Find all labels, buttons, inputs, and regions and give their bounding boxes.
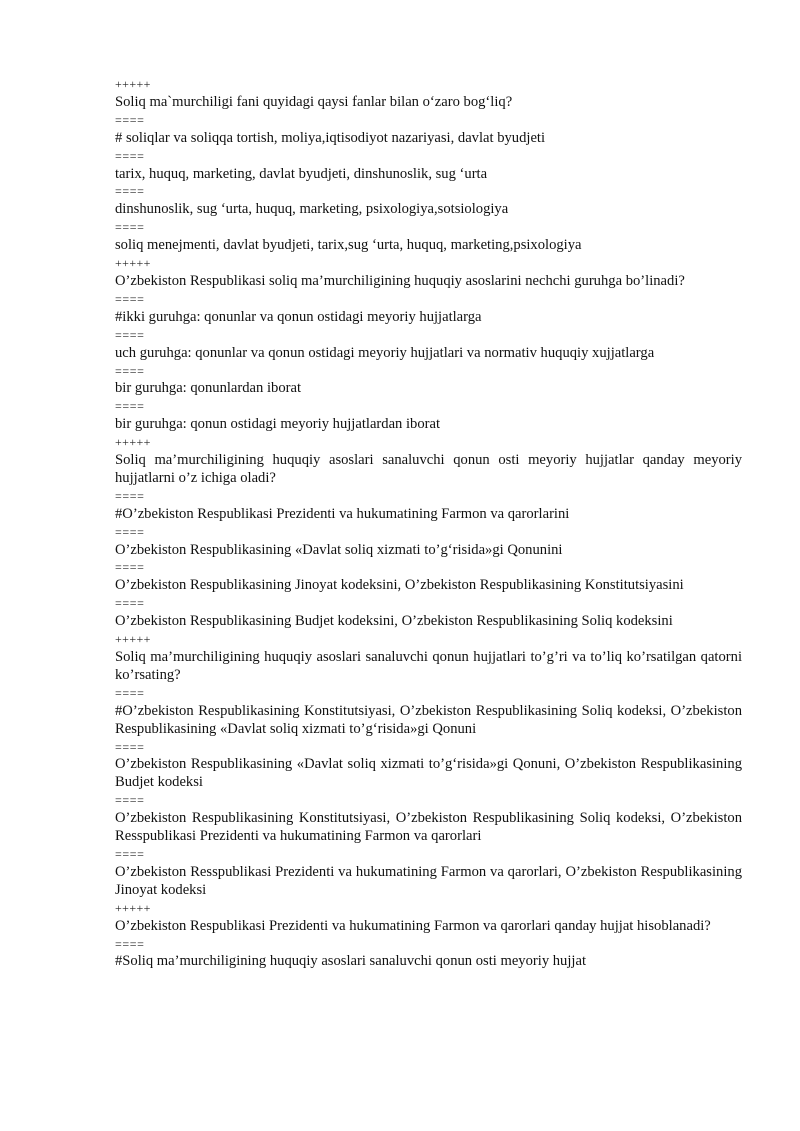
answer-option: uch guruhga: qonunlar va qonun ostidagi meyoriy hujjatlari va normativ huquqiy xujjatlarga	[115, 344, 655, 361]
option-separator: ====	[115, 936, 145, 951]
question-delimiter: +++++	[115, 256, 151, 271]
option-separator: ====	[115, 596, 145, 611]
option-separator: ====	[115, 327, 145, 342]
question-delimiter: +++++	[115, 77, 151, 91]
answer-option: soliq menejmenti, davlat byudjeti, tarix,sug ‘urta, huquq, marketing,psixologiya	[115, 237, 582, 254]
answer-option: O’zbekiston Respublikasining «Davlat soliq xizmati to’g‘risida»gi Qonunini	[115, 541, 563, 558]
option-separator: ====	[115, 685, 145, 700]
answer-option: #O’zbekiston Respublikasining Konstitutsiyasi, O’zbekiston Respublikasining Soliq kodeksi, O’zbekiston Respublikasining «Davlat soliq xizmati to’g‘risida»gi Qonuni	[115, 702, 742, 737]
answer-option: dinshunoslik, sug ‘urta, huquq, marketing, psixologiya,sotsiologiya	[115, 201, 509, 218]
option-separator: ====	[115, 148, 145, 163]
document-page	[115, 76, 742, 971]
answer-option: O’zbekiston Respublikasining Budjet kodeksini, O’zbekiston Respublikasining Soliq kodeksini	[115, 613, 673, 630]
question-text: Soliq ma’murchiligining huquqiy asoslari sanaluvchi qonun hujjatlari to’g’ri va to’liq ko’rsatilgan qatorni ko’rsating?	[115, 649, 742, 683]
option-separator: ====	[115, 363, 145, 378]
option-separator: ====	[115, 184, 145, 199]
question-delimiter: +++++	[115, 435, 151, 450]
answer-option: bir guruhga: qonunlardan iborat	[115, 380, 302, 397]
option-separator: ====	[115, 524, 145, 539]
answer-option: bir guruhga: qonun ostidagi meyoriy hujjatlardan iborat	[115, 416, 441, 433]
question-delimiter: +++++	[115, 632, 151, 647]
answer-option: #O’zbekiston Respublikasi Prezidenti va hukumatining Farmon va qarorlarini	[115, 505, 570, 522]
question-delimiter: +++++	[115, 900, 151, 915]
answer-option: O’zbekiston Respublikasining «Davlat soliq xizmati to’g‘risida»gi Qonuni, O’zbekiston Respublikasining Budjet kodeksi	[115, 756, 742, 791]
answer-option: #Soliq ma’murchiligining huquqiy asoslari sanaluvchi qonun osti meyoriy hujjat	[115, 953, 586, 970]
answer-option: # soliqlar va soliqqa tortish, moliya,iqtisodiyot nazariyasi, davlat byudjeti	[115, 129, 546, 146]
question-text: Soliq ma`murchiligi fani quyidagi qaysi fanlar bilan o‘zaro bog‘liq?	[115, 93, 513, 110]
answer-option: tarix, huquq, marketing, davlat byudjeti, dinshunoslik, sug ‘urta	[115, 165, 488, 182]
option-separator: ====	[115, 112, 145, 127]
answer-option: O’zbekiston Resspublikasi Prezidenti va hukumatining Farmon va qarorlari, O’zbekiston Respublikasining Jinoyat kodeksi	[115, 863, 742, 898]
question-text: Soliq ma’murchiligining huquqiy asoslari sanaluvchi qonun osti meyoriy hujjatlar qanday meyoriy hujjatlarni o’z ichiga oladi?	[115, 452, 742, 486]
option-separator: ====	[115, 399, 145, 414]
option-separator: ====	[115, 488, 145, 503]
option-separator: ====	[115, 291, 145, 306]
option-separator: ====	[115, 739, 145, 754]
option-separator: ====	[115, 846, 145, 861]
option-separator: ====	[115, 220, 145, 235]
answer-option: O’zbekiston Respublikasining Konstitutsiyasi, O’zbekiston Respublikasining Soliq kodeksi, O’zbekiston Resspublikasi Prezidenti va hukumatining Farmon va qarorlari	[115, 810, 742, 845]
answer-option: O’zbekiston Respublikasining Jinoyat kodeksini, O’zbekiston Respublikasining Konstitutsiyasini	[115, 577, 684, 594]
answer-option: #ikki guruhga: qonunlar va qonun ostidagi meyoriy hujjatlarga	[115, 308, 482, 325]
question-text: O’zbekiston Respublikasi Prezidenti va hukumatining Farmon va qarorlari qanday hujjat hisoblanadi?	[115, 917, 711, 934]
option-separator: ====	[115, 793, 145, 808]
option-separator: ====	[115, 560, 145, 575]
question-text: O’zbekiston Respublikasi soliq ma’murchiligining huquqiy asoslarini nechchi guruhga bo’linadi?	[115, 272, 685, 289]
